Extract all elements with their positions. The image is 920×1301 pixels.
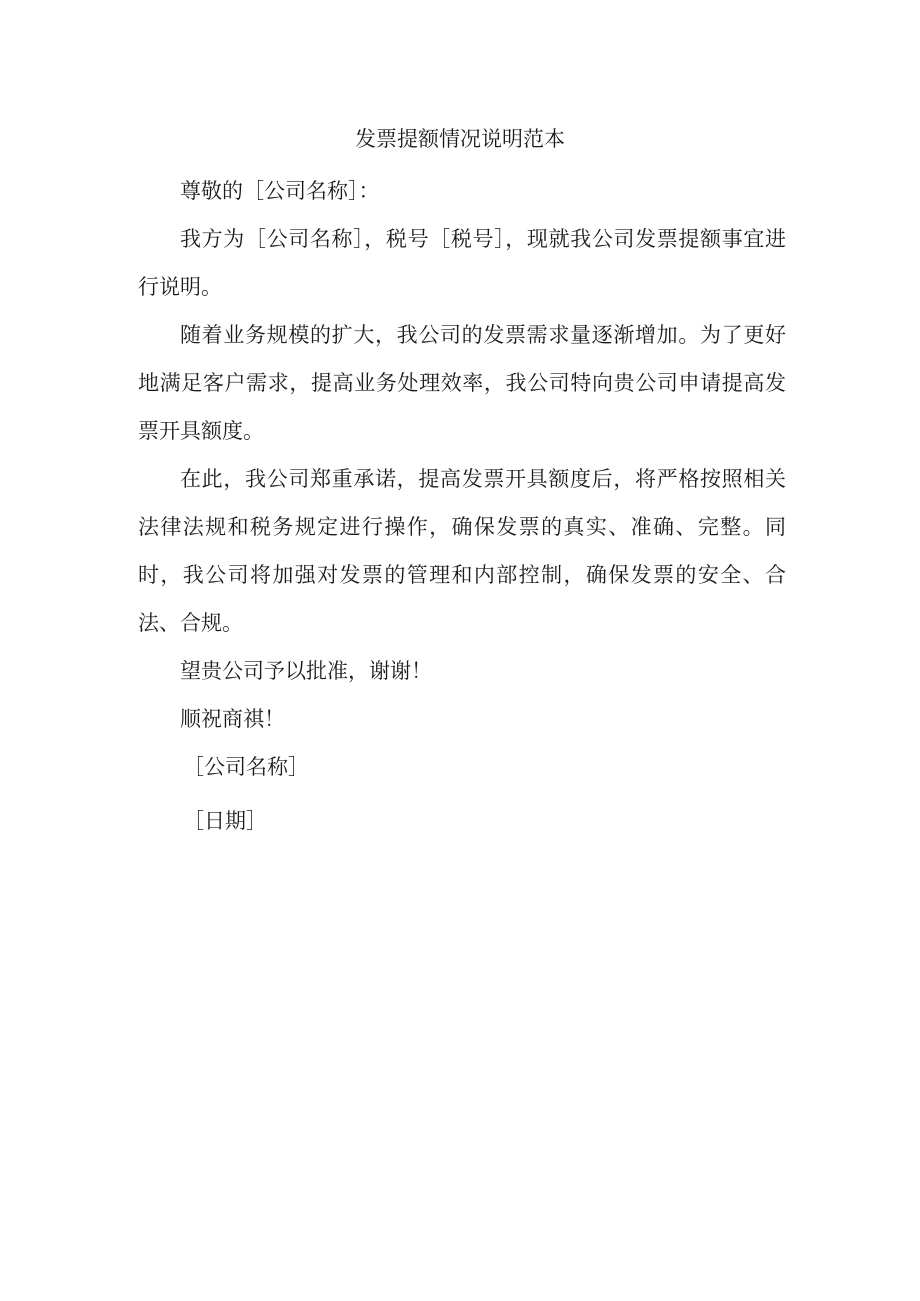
paragraph-intro: 我方为［公司名称］，税号［税号］，现就我公司发票提额事宜进行说明。 bbox=[138, 227, 786, 299]
paragraph-request: 望贵公司予以批准，谢谢！ bbox=[180, 659, 432, 683]
signature-company: ［公司名称］ bbox=[183, 755, 309, 779]
document-title: 发票提额情况说明范本 bbox=[355, 127, 565, 151]
paragraph-commitment: 在此，我公司郑重承诺，提高发票开具额度后，将严格按照相关法律法规和税务规定进行操作，确保发票的真实、准确、完整。同时，我公司将加强对发票的管理和内部控制，确保发票的安全、合法、合规。 bbox=[138, 467, 786, 635]
salutation: 尊敬的［公司名称］： bbox=[180, 179, 380, 203]
paragraph-closing: 顺祝商祺！ bbox=[180, 707, 285, 731]
signature-date: ［日期］ bbox=[183, 809, 267, 833]
paragraph-reason: 随着业务规模的扩大，我公司的发票需求量逐渐增加。为了更好地满足客户需求，提高业务处理效率，我公司特向贵公司申请提高发票开具额度。 bbox=[138, 323, 786, 443]
document-body bbox=[138, 167, 786, 845]
